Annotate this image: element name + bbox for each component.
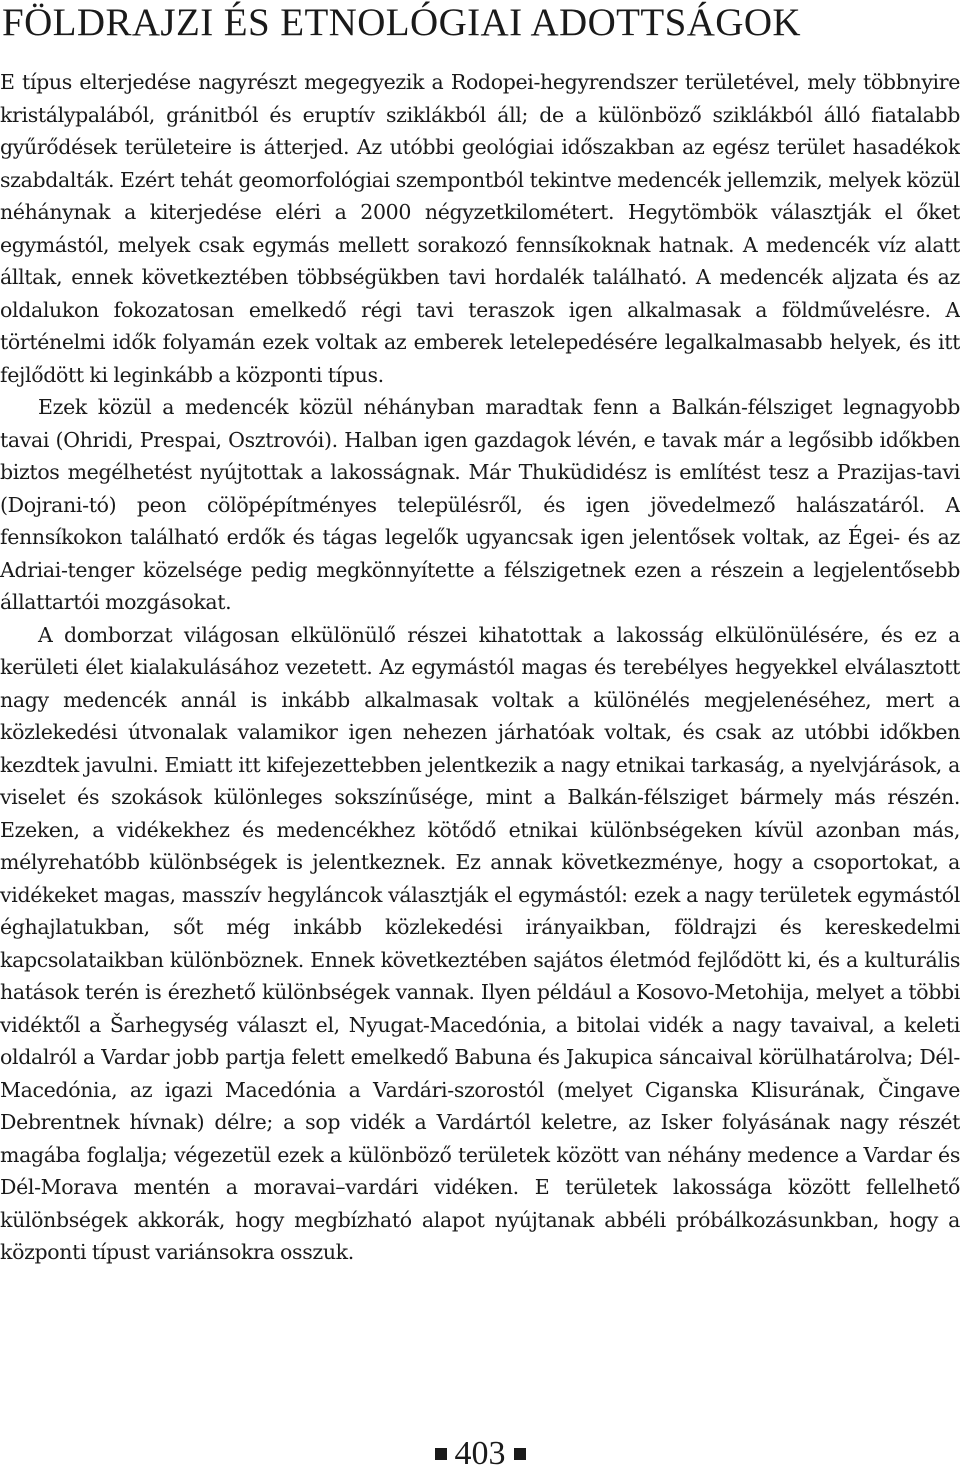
body-text [0,66,960,1269]
paragraph-3: A domborzat világosan elkülönülő részei kihatottak a lakosság elkülönülésére, és ez a kerületi élet kialakulásához vezetett. Az egymástól magas és terebélyes hegyekkel elválasztott nagy medencék annál is inkább alkalmasak voltak a különélés megjelenéséhez, mert a közlekedési útvonalak valamikor igen nehezen járhatóak voltak, és csak az utóbbi időkben kezdtek javulni. Emiatt itt kifejezettebben jelentkezik a nagy etnikai tarkaság, a nyelvjárások, a viselet és szokások különleges sokszínűsége, mint a Balkán-félsziget bármely más részén. Ezeken, a vidékekhez és medencékhez kötődő etnikai különbségeken kívül azonban más, mélyrehatóbb különbségek is jelentkeznek. Ez annak következménye, hogy a csoportokat, a vidékeket magas, masszív hegyláncok választják el egymástól: ezek a nagy területek egymástól éghajlatukban, sőt még inkább közlekedési irányaikban, földrajzi és kereskedelmi kapcsolataikban különböznek. Ennek következtében sajátos életmód fejlődött ki, és a kulturális hatások terén is érezhető különbségek vannak. Ilyen például a Kosovo-Metohija, melyet a többi vidéktől a Šarhegység választ el, Nyugat-Macedónia, a bitolai vidék a nagy tavaival, a keleti oldalról a Vardar jobb partja felett emelkedő Babuna és Jakupica sáncaival körülhatárolva; Dél-Macedónia, az igazi Macedónia a Vardári-szorostól (melyet Ciganska Klisurának, Čingave Debrentnek hívnak) délre; a sop vidék a Vardártól keletre, az Isker folyásának nagy részét magába foglalja; végezetül ezek a különböző területek között van néhány medence a Vardar és Dél-Morava mentén a moravai–vardári vidéken. E területek lakossága között fellelhető különbségek akkorák, hogy megbízható alapot nyújtanak abbéli próbálkozásunkban, hogy a központi típust variánsokra osszuk. [0,622,960,1264]
paragraph-2: Ezek közül a medencék közül néhányban maradtak fenn a Balkán-félsziget legnagyobb tavai (Ohridi, Prespai, Osztrovói). Halban igen gazdagok lévén, e tavak már a legősibb időkben biztos megélhetést nyújtottak a lakosságnak. Már Thuküdidész is említést tesz a Prazijas-tavi (Dojrani-tó) peon cölöpépítményes településről, és igen jövedelmező halászatáról. A fennsíkokon található erdők és tágas legelők ugyancsak igen jelentősek voltak, az Égei- és az Adriai-tenger közelsége pedig megkönnyítette a félszigetnek ezen a részein a legjelentősebb állattartói mozgásokat. [0,395,960,614]
square-bullet-icon [514,1448,526,1460]
page-title: FÖLDRAJZI ÉS ETNOLÓGIAI ADOTTSÁGOK [2,1,801,44]
square-bullet-icon [435,1448,447,1460]
page-footer [0,1434,960,1474]
paragraph-1: E típus elterjedése nagyrészt megegyezik a Rodopei-hegyrendszer területével, mely többnyire kristálypalából, gránitból és eruptív sziklákból áll; de a különböző sziklákból álló fiatalabb gyűrődések területeire is átterjed. Az utóbbi geológiai időszakban az egész terület hasadékok szabdalták. Ezért tehát geomorfológiai szempontból tekintve medencék jellemzik, melyek közül néhánynak a kiterjedése eléri a 2000 négyzetkilométert. Hegytömbök választják el őket egymástól, melyek csak egymás mellett sorakozó fennsíkoknak hatnak. A medencék víz alatt álltak, ennek következtében többségükben tavi hordalék található. A medencék aljzata és az oldalukon fokozatosan emelkedő régi tavi teraszok igen alkalmasak a földművelésre. A történelmi idők folyamán ezek voltak az emberek letelepedésére legalkalmasabb helyek, és itt fejlődött ki leginkább a központi típus. [0,70,960,387]
page-number: 403 [454,1435,506,1472]
